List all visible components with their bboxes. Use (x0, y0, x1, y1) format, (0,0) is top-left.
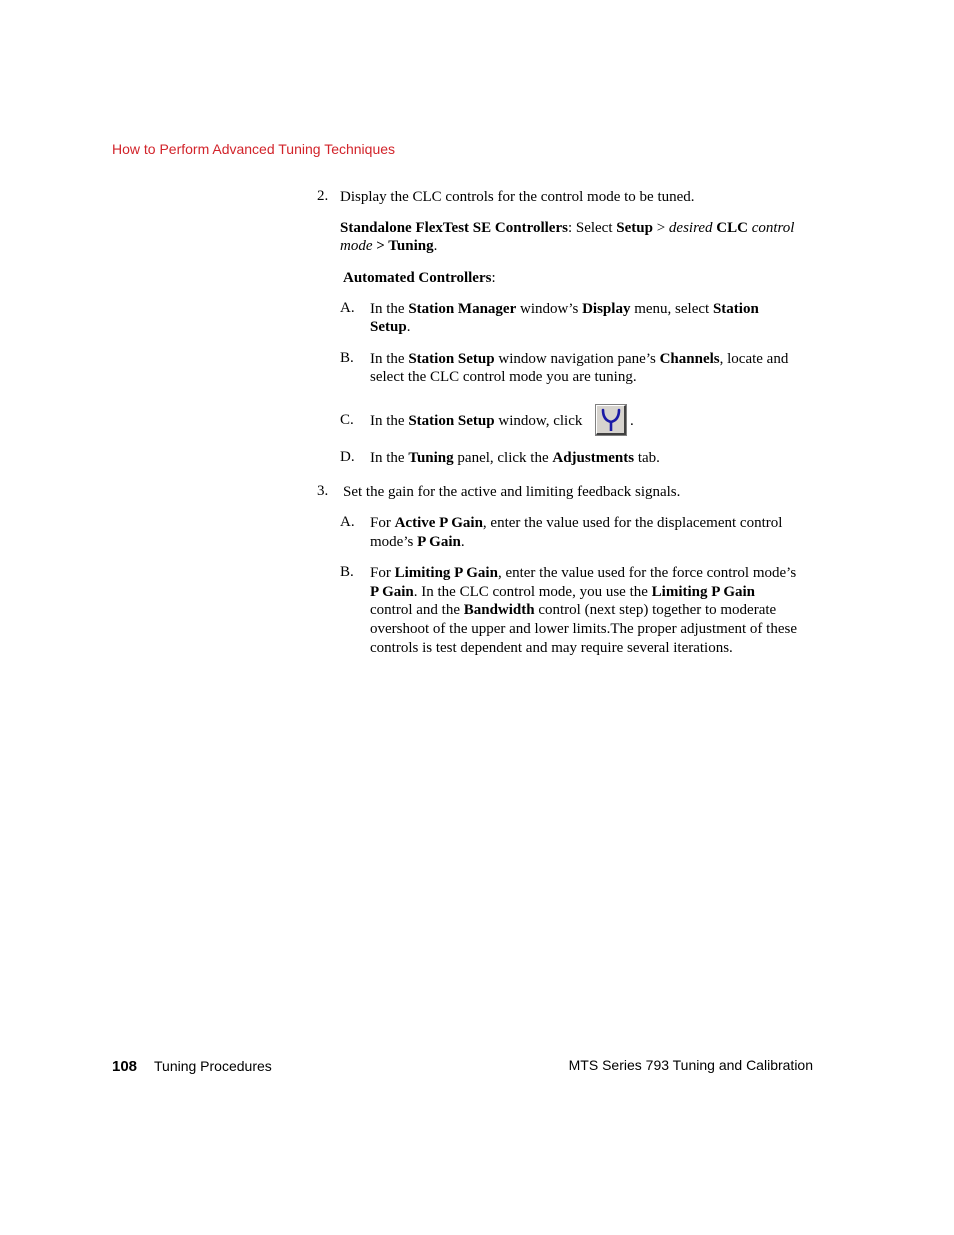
substep-letter: B. (340, 350, 354, 366)
step-number: 2. (317, 188, 329, 204)
footer-book-title: MTS Series 793 Tuning and Calibration (568, 1057, 813, 1073)
substep-b-text-cont: select the CLC control mode you are tuning. (370, 369, 637, 385)
substep-letter: B. (340, 564, 354, 580)
tuning-adjust-button[interactable] (596, 405, 626, 435)
substep-3a-text: For Active P Gain, enter the value used for the displacement control (370, 515, 783, 531)
substep-3b-line4: overshoot of the upper and lower limits.The proper adjustment of these (370, 621, 797, 637)
automated-heading: Automated Controllers: (343, 270, 496, 286)
standalone-instructions: Standalone FlexTest SE Controllers: Select Setup > desired CLC control (340, 220, 795, 236)
step-number: 3. (317, 483, 329, 499)
footer-chapter: Tuning Procedures (154, 1058, 272, 1074)
substep-c-period: . (630, 413, 634, 429)
tuning-adjust-icon (600, 408, 622, 432)
substep-letter: A. (340, 300, 355, 316)
substep-3a-text-cont: mode’s P Gain. (370, 534, 465, 550)
substep-b-text: In the Station Setup window navigation pane’s Channels, locate and (370, 351, 789, 367)
step-text: Set the gain for the active and limiting feedback signals. (343, 484, 681, 500)
substep-a-text: In the Station Manager window’s Display menu, select Station (370, 301, 759, 317)
substep-letter: A. (340, 514, 355, 530)
substep-letter: D. (340, 449, 355, 465)
running-header: How to Perform Advanced Tuning Techniques (112, 141, 396, 157)
substep-a-text-cont: Setup. (370, 319, 411, 335)
substep-d-text: In the Tuning panel, click the Adjustments tab. (370, 450, 660, 466)
standalone-instructions-cont: mode > Tuning. (340, 238, 438, 254)
substep-c-text: In the Station Setup window, click (370, 413, 583, 429)
substep-3b-line3: control and the Bandwidth control (next step) together to moderate (370, 602, 777, 618)
substep-3b-line5: controls is test dependent and may require several iterations. (370, 640, 733, 656)
step-text: Display the CLC controls for the control mode to be tuned. (340, 189, 695, 205)
substep-3b-line2: P Gain. In the CLC control mode, you use the Limiting P Gain (370, 584, 756, 600)
page-number: 108 (112, 1058, 138, 1075)
substep-letter: C. (340, 412, 354, 428)
substep-3b-line1: For Limiting P Gain, enter the value used for the force control mode’s (370, 565, 797, 581)
